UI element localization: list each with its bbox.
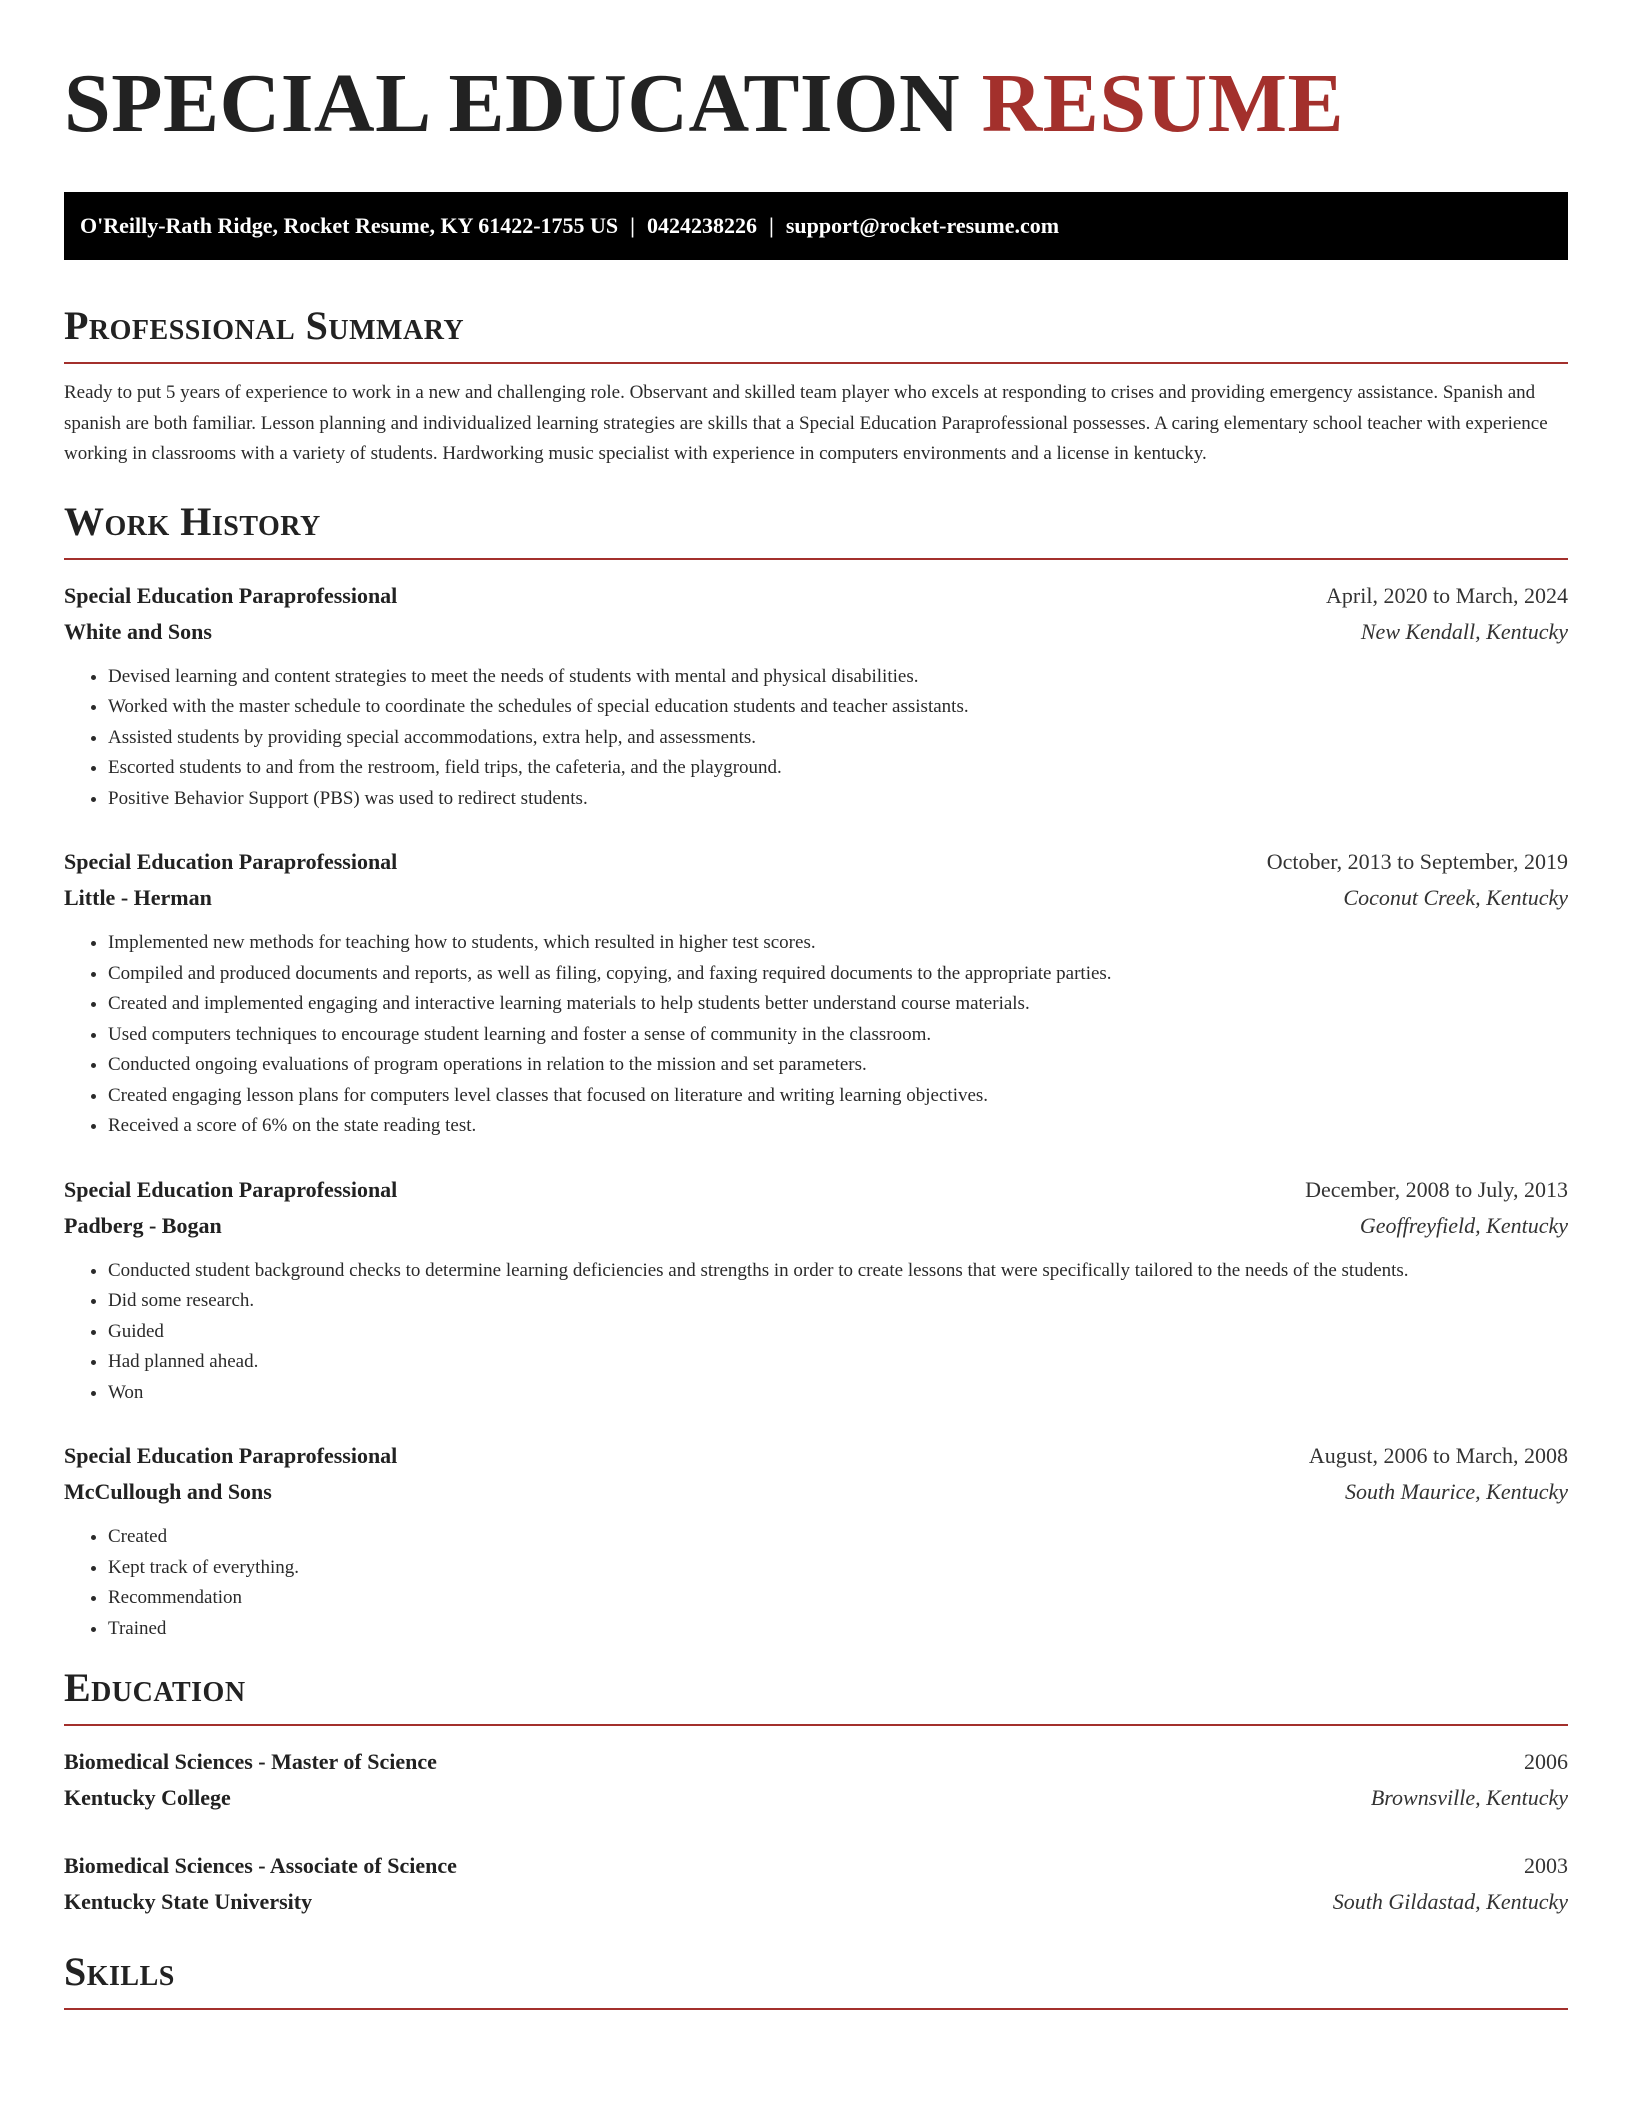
job-company: White and Sons (64, 618, 212, 644)
job-bullet: • Created engaging lesson plans for computers level classes that focused on literature and writing learning objectives. (108, 1081, 1568, 1112)
education-degree-row (64, 1848, 1568, 1884)
job-bullet: • Escorted students to and from the restroom, field trips, the cafeteria, and the playground. (108, 753, 1568, 784)
job-bullet: • Created and implemented engaging and interactive learning materials to help students better understand course materials. (108, 989, 1568, 1020)
job-dates: April, 2020 to March, 2024 (1326, 582, 1568, 608)
contact-address: O'Reilly-Rath Ridge, Rocket Resume, KY 61422-1755 US (80, 213, 619, 238)
job-location: New Kendall, Kentucky (1360, 618, 1568, 644)
contact-separator: | (769, 213, 774, 238)
job-entry (64, 578, 1568, 815)
job-entry (64, 1172, 1568, 1409)
education-school-row (64, 1884, 1568, 1920)
education-list (64, 1744, 1568, 1920)
job-dates: December, 2008 to July, 2013 (1305, 1176, 1568, 1202)
job-bullet: • Conducted ongoing evaluations of program operations in relation to the mission and set parameters. (108, 1050, 1568, 1081)
job-dates: October, 2013 to September, 2019 (1266, 849, 1568, 874)
job-bullet: • Did some research. (108, 1286, 1568, 1317)
job-bullet: • Worked with the master schedule to coordinate the schedules of special education students and teacher assistants. (108, 692, 1568, 723)
job-entry (64, 844, 1568, 1142)
job-title: Special Education Paraprofessional (64, 582, 398, 608)
job-header-row (64, 1438, 1568, 1474)
job-bullet: • Received a score of 6% on the state reading test. (108, 1111, 1568, 1142)
job-bullets (64, 662, 1568, 815)
job-bullet: • Assisted students by providing special accommodations, extra help, and assessments. (108, 723, 1568, 754)
job-bullet: • Created (108, 1522, 1568, 1553)
education-location: Brownsville, Kentucky (1370, 1785, 1568, 1810)
job-location: Coconut Creek, Kentucky (1343, 885, 1568, 910)
education-location: South Gildastad, Kentucky (1332, 1889, 1568, 1914)
job-company: McCullough and Sons (64, 1479, 272, 1504)
skills-heading: Skills (64, 1950, 1568, 2010)
education-entry (64, 1744, 1568, 1816)
job-bullet: • Used computers techniques to encourage student learning and foster a sense of community in the classroom. (108, 1020, 1568, 1051)
job-company: Padberg - Bogan (64, 1212, 222, 1238)
job-bullet: • Won (108, 1378, 1568, 1409)
contact-email: support@rocket-resume.com (785, 213, 1060, 238)
job-bullet: • Kept track of everything. (108, 1553, 1568, 1584)
job-title: Special Education Paraprofessional (64, 1176, 398, 1202)
education-entry (64, 1848, 1568, 1920)
job-title: Special Education Paraprofessional (64, 849, 398, 874)
education-degree: Biomedical Sciences - Master of Science (64, 1749, 437, 1774)
education-year: 2006 (1524, 1749, 1568, 1774)
summary-text: Ready to put 5 years of experience to work in a new and challenging role. Observant and skilled team player who excels at responding to crises and providing emergency assistance. Spanish and spanish are both familiar. Lesson planning and individualized learning strategies are skills that a Special Education Paraprofessional possesses. A caring elementary school teacher with experience working in classrooms with a variety of students. Hardworking music specialist with experience in computers environments and a license in kentucky. (64, 382, 1548, 464)
work-history-list (64, 578, 1568, 1645)
education-year: 2003 (1524, 1853, 1568, 1878)
work-history-heading: Work History (64, 500, 1568, 560)
job-bullet: • Guided (108, 1317, 1568, 1348)
job-location: South Maurice, Kentucky (1345, 1479, 1568, 1504)
contact-phone: 0424238226 (647, 213, 757, 238)
job-bullet: • Positive Behavior Support (PBS) was used to redirect students. (108, 784, 1568, 815)
job-header-row (64, 1172, 1568, 1208)
job-dates: August, 2006 to March, 2008 (1308, 1443, 1568, 1468)
job-bullet: • Compiled and produced documents and reports, as well as filing, copying, and faxing required documents to the appropriate parties. (108, 959, 1568, 990)
job-header-row (64, 578, 1568, 614)
job-bullets (64, 1256, 1568, 1409)
job-bullet: • Devised learning and content strategies to meet the needs of students with mental and physical disabilities. (108, 662, 1568, 693)
summary-heading: Professional Summary (64, 304, 1568, 364)
job-company-row (64, 614, 1568, 650)
job-title: Special Education Paraprofessional (64, 1443, 398, 1468)
job-company-row (64, 1474, 1568, 1510)
resume-title (64, 0, 1568, 148)
job-company: Little - Herman (64, 885, 212, 910)
contact-bar (64, 192, 1568, 260)
job-bullet: • Conducted student background checks to determine learning deficiencies and strengths in order to create lessons that were specifically tailored to the needs of the students. (108, 1256, 1568, 1287)
job-bullets (64, 928, 1568, 1142)
education-degree: Biomedical Sciences - Associate of Science (64, 1853, 457, 1878)
job-header-row (64, 844, 1568, 880)
job-company-row (64, 1208, 1568, 1244)
education-degree-row (64, 1744, 1568, 1780)
job-bullets (64, 1522, 1568, 1644)
education-school: Kentucky College (64, 1785, 231, 1810)
education-school-row (64, 1780, 1568, 1816)
resume-title-main: SPECIAL EDUCATION (64, 57, 961, 150)
education-heading: Education (64, 1666, 1568, 1726)
job-bullet: • Implemented new methods for teaching how to students, which resulted in higher test scores. (108, 928, 1568, 959)
contact-separator: | (630, 213, 635, 238)
job-company-row (64, 880, 1568, 916)
education-school: Kentucky State University (64, 1889, 313, 1914)
job-entry (64, 1438, 1568, 1644)
resume-title-accent: RESUME (981, 57, 1345, 150)
job-bullet: • Trained (108, 1614, 1568, 1645)
job-bullet: • Had planned ahead. (108, 1347, 1568, 1378)
job-location: Geoffreyfield, Kentucky (1359, 1212, 1568, 1238)
job-bullet: • Recommendation (108, 1583, 1568, 1614)
